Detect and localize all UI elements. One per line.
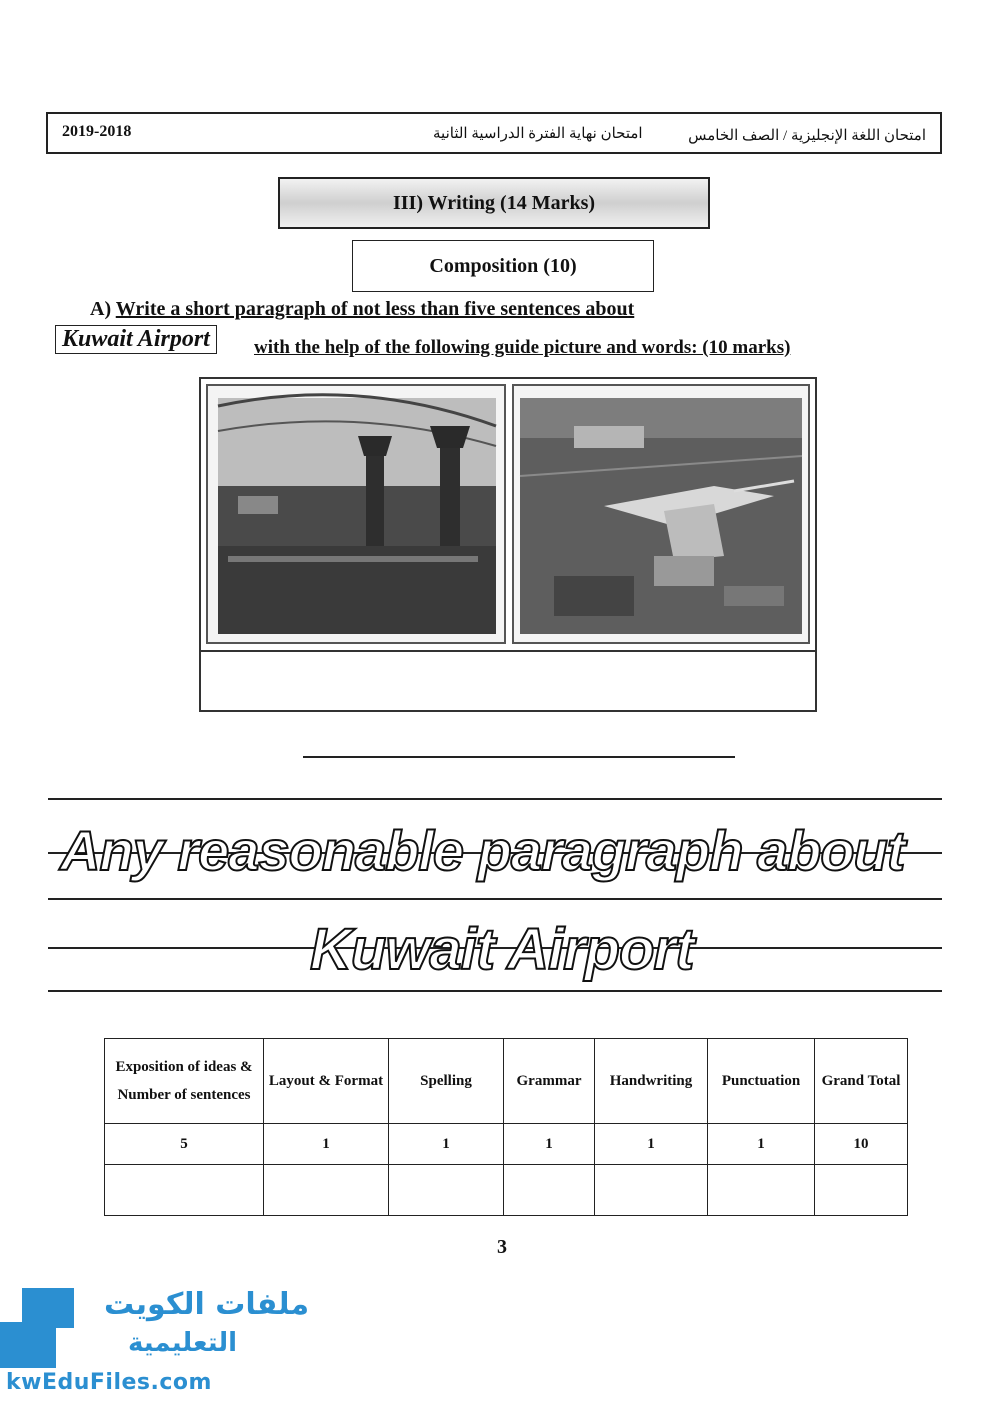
model-answer-line1: Any reasonable paragraph about	[60, 819, 905, 882]
writing-line	[48, 990, 942, 992]
instruction-line2: with the help of the following guide picture and words: (10 marks)	[254, 337, 791, 358]
airport-aerial-photo	[512, 384, 810, 644]
picture-frame	[199, 377, 817, 712]
rubric-empty-cell	[389, 1165, 504, 1216]
page-number: 3	[497, 1236, 507, 1258]
logo-arabic-line2: التعليمية	[128, 1328, 238, 1358]
rubric-header: Grand Total	[815, 1039, 908, 1124]
model-answer-line2: Kuwait Airport	[310, 917, 694, 982]
rubric-score: 10	[815, 1124, 908, 1165]
writing-line	[48, 798, 942, 800]
rubric-header: Grammar	[504, 1039, 595, 1124]
rubric-header: Exposition of ideas & Number of sentences	[105, 1039, 264, 1124]
rubric-score: 1	[264, 1124, 389, 1165]
rubric-empty-row	[105, 1165, 908, 1216]
rubric-empty-cell	[264, 1165, 389, 1216]
rubric-header: Spelling	[389, 1039, 504, 1124]
rubric-header: Layout & Format	[264, 1039, 389, 1124]
instruction-line1	[90, 298, 634, 321]
airport-aerial-image	[514, 386, 808, 642]
rubric-header-row	[105, 1039, 908, 1124]
rubric-empty-cell	[105, 1165, 264, 1216]
terminal-interior-image	[208, 386, 504, 642]
logo-site-url: kwEduFiles.com	[6, 1370, 212, 1395]
rubric-score: 1	[504, 1124, 595, 1165]
rubric-empty-cell	[708, 1165, 815, 1216]
instruction-text: Write a short paragraph of not less than five sentences about	[115, 298, 635, 320]
rubric-score: 5	[105, 1124, 264, 1165]
instruction-prefix: A)	[90, 298, 116, 320]
rubric-score: 1	[595, 1124, 708, 1165]
rubric-empty-cell	[504, 1165, 595, 1216]
picture-divider	[199, 650, 817, 652]
rubric-score: 1	[389, 1124, 504, 1165]
exam-header	[46, 112, 942, 154]
rubric-score-row	[105, 1124, 908, 1165]
rubric-header: Punctuation	[708, 1039, 815, 1124]
topic-box: Kuwait Airport	[55, 325, 217, 354]
composition-title: Composition (10)	[352, 240, 654, 292]
writing-line	[48, 898, 942, 900]
writing-line	[303, 756, 735, 758]
rubric-table	[104, 1038, 908, 1216]
section-title: III) Writing (14 Marks)	[278, 177, 710, 229]
header-exam-period: امتحان نهاية الفترة الدراسية الثانية	[433, 126, 643, 142]
header-year: 2019-2018	[62, 123, 132, 140]
header-subject-grade: امتحان اللغة الإنجليزية / الصف الخامس	[688, 128, 926, 144]
rubric-score: 1	[708, 1124, 815, 1165]
logo-arabic-line1: ملفات الكويت	[104, 1287, 310, 1322]
rubric-header: Handwriting	[595, 1039, 708, 1124]
terminal-interior-photo	[206, 384, 506, 644]
rubric-empty-cell	[595, 1165, 708, 1216]
rubric-empty-cell	[815, 1165, 908, 1216]
